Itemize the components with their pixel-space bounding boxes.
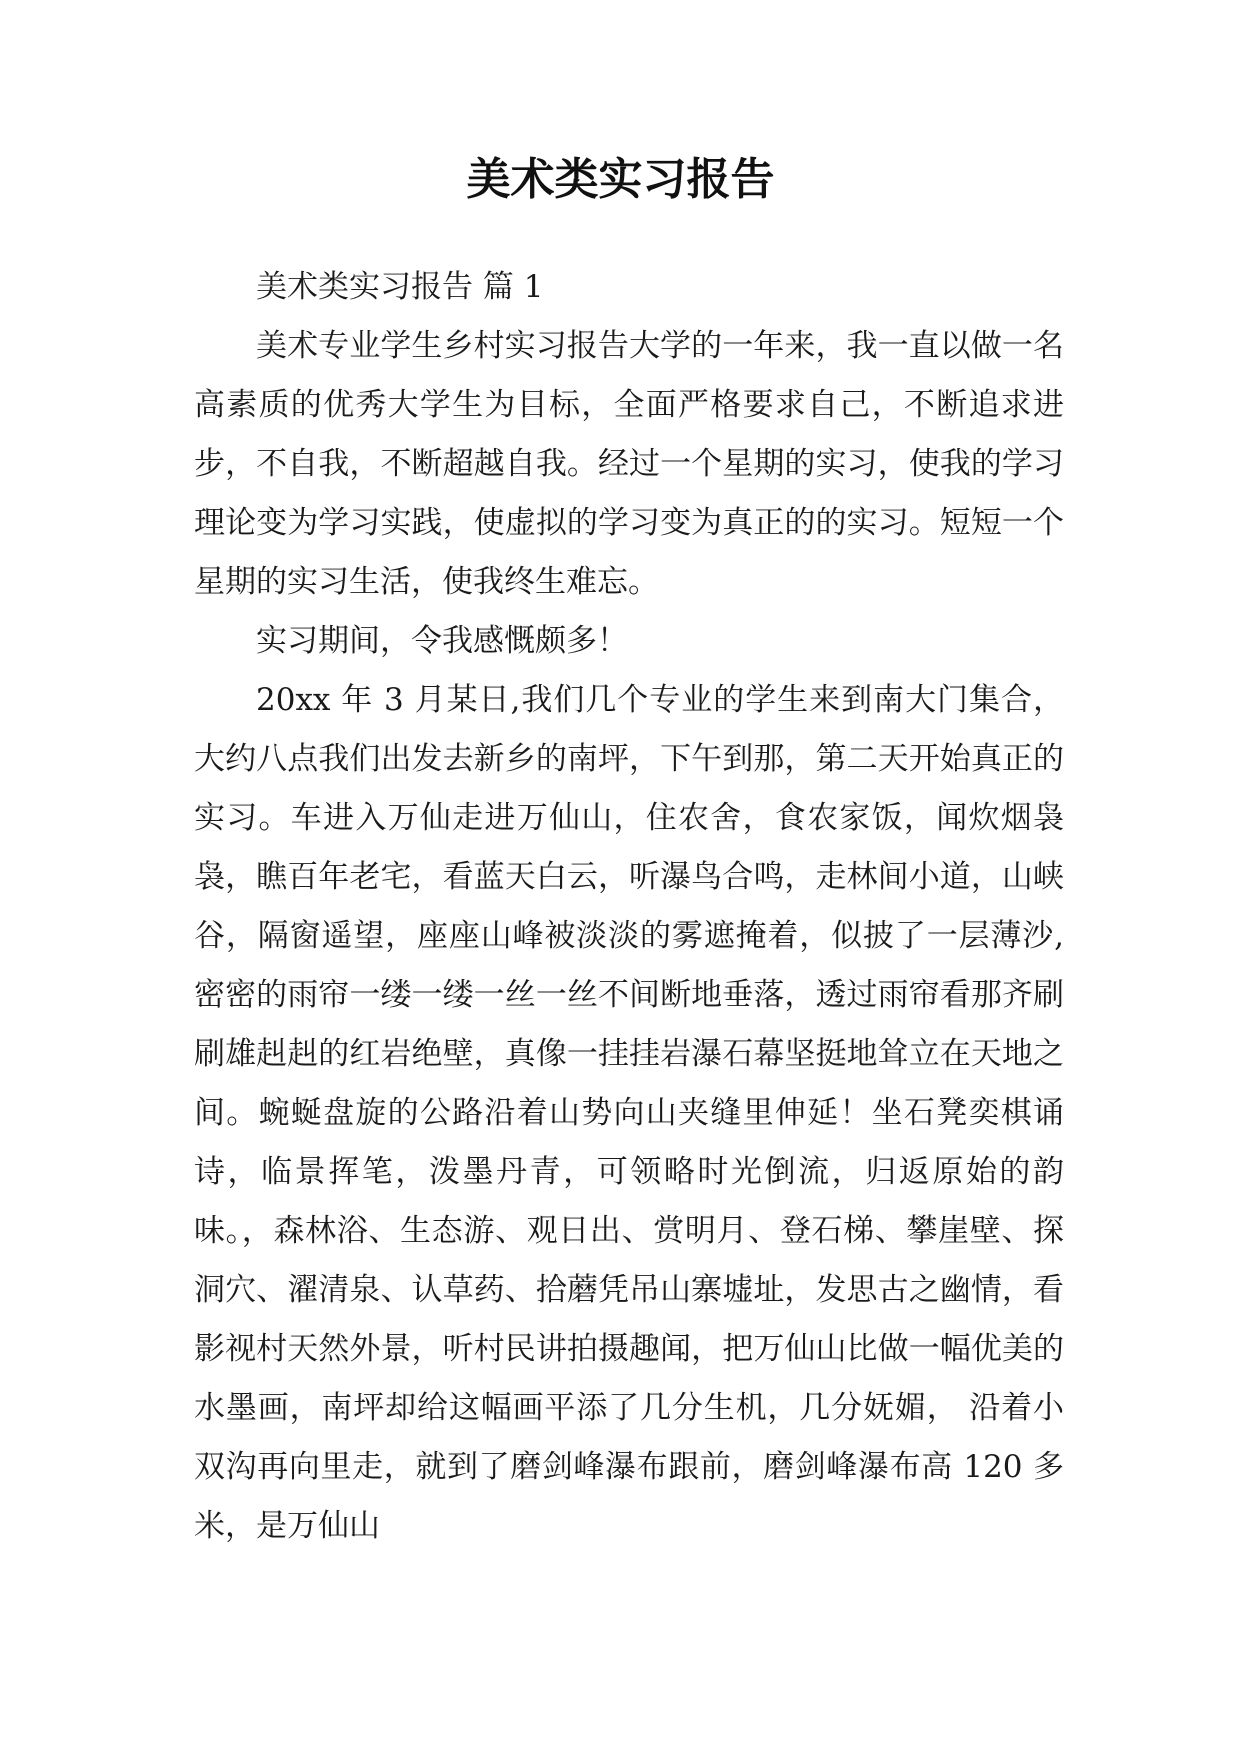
section-heading: 美术类实习报告 篇 1 bbox=[256, 269, 544, 305]
document-title: 美术类实习报告 bbox=[466, 154, 775, 205]
body-paragraph: 美术专业学生乡村实习报告大学的一年来，我一直以做一名高素质的优秀大学生为目标，全面严格要求自己，不断追求进步，不自我，不断超越自我。经过一个星期的实习，使我的学习理论变为学习实践，使虚拟的学习变为真正的的实习。短短一个星期的实习生活，使我终生难忘。 bbox=[194, 328, 1064, 600]
body-paragraph: 20xx 年 3 月某日,我们几个专业的学生来到南大门集合，大约八点我们出发去新乡的南坪，下午到那，第二天开始真正的实习。车进入万仙走进万仙山，住农舍，食农家饭，闻炊烟袅袅，瞧百年老宅，看蓝天白云，听瀑鸟合鸣，走林间小道，山峡谷，隔窗遥望，座座山峰被淡淡的雾遮掩着，似披了一层薄沙,密密的雨帘一缕一缕一丝一丝不间断地垂落，透过雨帘看那齐刷刷雄赳赳的红岩绝壁，真像一挂挂岩瀑石幕坚挺地耸立在天地之间。蜿蜒盘旋的公路沿着山势向山夹缝里伸延！坐石凳奕棋诵诗，临景挥笔，泼墨丹青，可领略时光倒流，归返原始的韵味。，森林浴、生态游、观日出、赏明月、登石梯、攀崖壁、探洞穴、濯清泉、认草药、拾蘑凭吊山寨墟址，发思古之幽情，看影视村天然外景，听村民讲拍摄趣闻，把万仙山比做一幅优美的水墨画，南坪却给这幅画平添了几分生机，几分妩媚， 沿着小双沟再向里走，就到了磨剑峰瀑布跟前，磨剑峰瀑布高 120 多米，是万仙山 bbox=[194, 682, 1064, 1544]
body-paragraph: 实习期间，令我感慨颇多！ bbox=[256, 623, 628, 659]
document-body bbox=[194, 258, 1064, 1556]
